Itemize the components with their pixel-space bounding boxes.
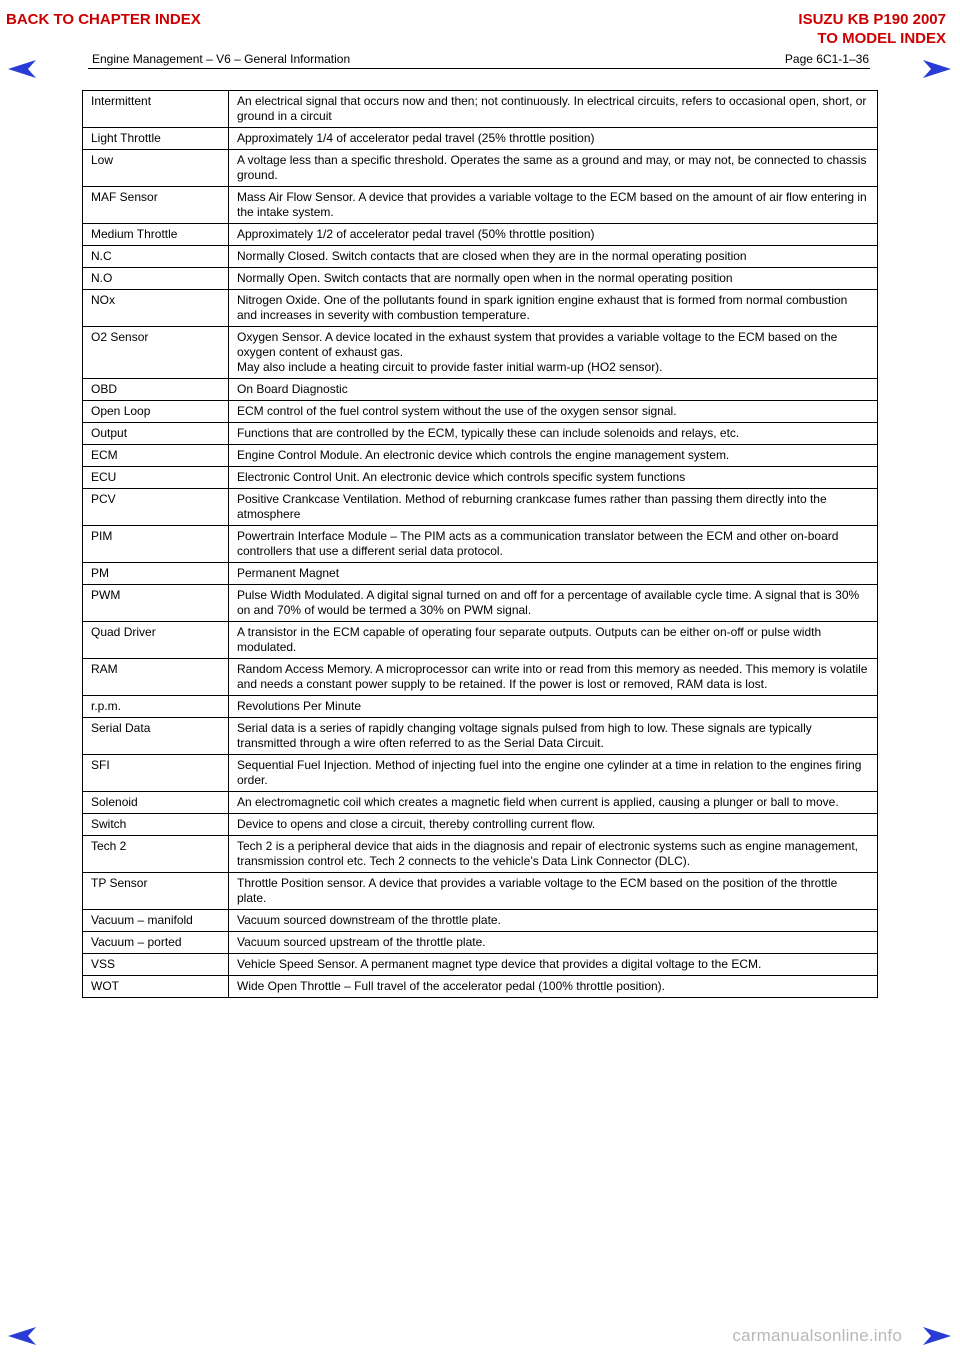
glossary-term: Intermittent xyxy=(83,91,229,128)
glossary-definition: Vacuum sourced downstream of the throttle plate. xyxy=(229,910,878,932)
glossary-definition: Positive Crankcase Ventilation. Method of reburning crankcase fumes rather than passing them directly into the atmosphere xyxy=(229,489,878,526)
glossary-row xyxy=(83,379,878,401)
glossary-definition: Nitrogen Oxide. One of the pollutants found in spark ignition engine exhaust that is formed from normal combustion and increases in severity with combustion temperature. xyxy=(229,290,878,327)
glossary-definition: Permanent Magnet xyxy=(229,563,878,585)
glossary-term: N.C xyxy=(83,246,229,268)
glossary-definition: Powertrain Interface Module – The PIM acts as a communication translator between the ECM and other on-board controllers that use a different serial data protocol. xyxy=(229,526,878,563)
glossary-row xyxy=(83,445,878,467)
footer-watermark: carmanualsonline.info xyxy=(732,1326,902,1345)
glossary-row xyxy=(83,659,878,696)
glossary-row xyxy=(83,423,878,445)
glossary-row xyxy=(83,224,878,246)
glossary-definition: Normally Open. Switch contacts that are normally open when in the normal operating position xyxy=(229,268,878,290)
glossary-term: MAF Sensor xyxy=(83,187,229,224)
glossary-definition: Oxygen Sensor. A device located in the exhaust system that provides a variable voltage to the ECM based on the oxygen content of exhaust gas. May also include a heating circuit to provide faster initial warm-up (HO2 sensor). xyxy=(229,327,878,379)
glossary-term: Medium Throttle xyxy=(83,224,229,246)
glossary-term: VSS xyxy=(83,954,229,976)
glossary-definition: Normally Closed. Switch contacts that are closed when they are in the normal operating position xyxy=(229,246,878,268)
glossary-definition: An electrical signal that occurs now and then; not continuously. In electrical circuits, refers to occasional open, short, or ground in a circuit xyxy=(229,91,878,128)
glossary-row xyxy=(83,836,878,873)
page-header-title: Engine Management – V6 – General Information xyxy=(92,52,351,66)
glossary-row xyxy=(83,932,878,954)
glossary-row xyxy=(83,792,878,814)
glossary-definition: Sequential Fuel Injection. Method of injecting fuel into the engine one cylinder at a time in relation to the engines firing order. xyxy=(229,755,878,792)
glossary-row xyxy=(83,563,878,585)
glossary-definition: An electromagnetic coil which creates a magnetic field when current is applied, causing a plunger or ball to move. xyxy=(229,792,878,814)
glossary-term: Low xyxy=(83,150,229,187)
glossary-term: Tech 2 xyxy=(83,836,229,873)
glossary-term: PIM xyxy=(83,526,229,563)
glossary-row xyxy=(83,622,878,659)
glossary-definition: Pulse Width Modulated. A digital signal turned on and off for a percentage of available cycle time. A signal that is 30% on and 70% of would be termed a 30% on PWM signal. xyxy=(229,585,878,622)
glossary-row xyxy=(83,585,878,622)
glossary-body xyxy=(83,91,878,998)
glossary-row xyxy=(83,814,878,836)
glossary-row xyxy=(83,246,878,268)
glossary-row xyxy=(83,327,878,379)
glossary-definition: A transistor in the ECM capable of operating four separate outputs. Outputs can be either on-off or pulse width modulated. xyxy=(229,622,878,659)
glossary-row xyxy=(83,187,878,224)
glossary-row xyxy=(83,268,878,290)
glossary-row xyxy=(83,755,878,792)
glossary-term: TP Sensor xyxy=(83,873,229,910)
glossary-term: PWM xyxy=(83,585,229,622)
glossary-row xyxy=(83,467,878,489)
glossary-definition: Throttle Position sensor. A device that provides a variable voltage to the ECM based on the position of the throttle plate. xyxy=(229,873,878,910)
left-arrow-icon[interactable] xyxy=(8,1326,36,1346)
glossary-term: Vacuum – ported xyxy=(83,932,229,954)
glossary-definition: Revolutions Per Minute xyxy=(229,696,878,718)
glossary-definition: Serial data is a series of rapidly changing voltage signals pulsed from high to low. These signals are typically transmitted through a wire often referred to as the Serial Data Circuit. xyxy=(229,718,878,755)
glossary-row xyxy=(83,128,878,150)
to-model-index-link[interactable]: TO MODEL INDEX xyxy=(817,30,946,47)
glossary-row xyxy=(83,401,878,423)
glossary-term: PM xyxy=(83,563,229,585)
glossary-row xyxy=(83,954,878,976)
glossary-definition: ECM control of the fuel control system without the use of the oxygen sensor signal. xyxy=(229,401,878,423)
glossary-term: Output xyxy=(83,423,229,445)
glossary-table xyxy=(82,90,878,998)
glossary-term: Light Throttle xyxy=(83,128,229,150)
glossary-row xyxy=(83,976,878,998)
glossary-definition: Vehicle Speed Sensor. A permanent magnet type device that provides a digital voltage to the ECM. xyxy=(229,954,878,976)
glossary-definition: Electronic Control Unit. An electronic device which controls specific system functions xyxy=(229,467,878,489)
glossary-definition: Functions that are controlled by the ECM, typically these can include solenoids and relays, etc. xyxy=(229,423,878,445)
glossary-row xyxy=(83,489,878,526)
glossary-term: Switch xyxy=(83,814,229,836)
glossary-definition: Approximately 1/4 of accelerator pedal travel (25% throttle position) xyxy=(229,128,878,150)
glossary-term: SFI xyxy=(83,755,229,792)
glossary-definition: Mass Air Flow Sensor. A device that provides a variable voltage to the ECM based on the amount of air flow entering in the intake system. xyxy=(229,187,878,224)
glossary-row xyxy=(83,910,878,932)
glossary-term: PCV xyxy=(83,489,229,526)
glossary-row xyxy=(83,150,878,187)
right-arrow-icon[interactable] xyxy=(923,1326,951,1346)
glossary-definition: Device to opens and close a circuit, thereby controlling current flow. xyxy=(229,814,878,836)
glossary-term: N.O xyxy=(83,268,229,290)
glossary-term: Serial Data xyxy=(83,718,229,755)
glossary-term: r.p.m. xyxy=(83,696,229,718)
glossary-term: NOx xyxy=(83,290,229,327)
left-arrow-icon[interactable] xyxy=(8,59,36,79)
glossary-definition: Random Access Memory. A microprocessor can write into or read from this memory as needed. This memory is volatile and needs a constant power supply to be retained. If the power is lost or removed, RAM data is lost. xyxy=(229,659,878,696)
glossary-row xyxy=(83,290,878,327)
glossary-definition: A voltage less than a specific threshold. Operates the same as a ground and may, or may not, be connected to chassis ground. xyxy=(229,150,878,187)
header-divider xyxy=(88,68,870,69)
model-title-link[interactable]: ISUZU KB P190 2007 xyxy=(798,11,946,28)
glossary-definition: Engine Control Module. An electronic device which controls the engine management system. xyxy=(229,445,878,467)
page-number: Page 6C1-1–36 xyxy=(784,52,869,66)
glossary-row xyxy=(83,696,878,718)
glossary-term: RAM xyxy=(83,659,229,696)
glossary-row xyxy=(83,91,878,128)
glossary-term: Open Loop xyxy=(83,401,229,423)
glossary-term: OBD xyxy=(83,379,229,401)
glossary-definition: Wide Open Throttle – Full travel of the accelerator pedal (100% throttle position). xyxy=(229,976,878,998)
glossary-term: Quad Driver xyxy=(83,622,229,659)
glossary-definition: Vacuum sourced upstream of the throttle plate. xyxy=(229,932,878,954)
glossary-row xyxy=(83,718,878,755)
glossary-definition: On Board Diagnostic xyxy=(229,379,878,401)
glossary-term: O2 Sensor xyxy=(83,327,229,379)
glossary-definition: Tech 2 is a peripheral device that aids in the diagnosis and repair of electronic systems such as engine management, transmission control etc. Tech 2 connects to the vehicle’s Data Link Connector (DLC). xyxy=(229,836,878,873)
glossary-term: ECU xyxy=(83,467,229,489)
right-arrow-icon[interactable] xyxy=(923,59,951,79)
glossary-term: WOT xyxy=(83,976,229,998)
glossary-definition: Approximately 1/2 of accelerator pedal travel (50% throttle position) xyxy=(229,224,878,246)
back-to-chapter-index-link[interactable]: BACK TO CHAPTER INDEX xyxy=(6,11,201,28)
glossary-row xyxy=(83,526,878,563)
glossary-term: Vacuum – manifold xyxy=(83,910,229,932)
glossary-term: ECM xyxy=(83,445,229,467)
glossary-term: Solenoid xyxy=(83,792,229,814)
glossary-row xyxy=(83,873,878,910)
